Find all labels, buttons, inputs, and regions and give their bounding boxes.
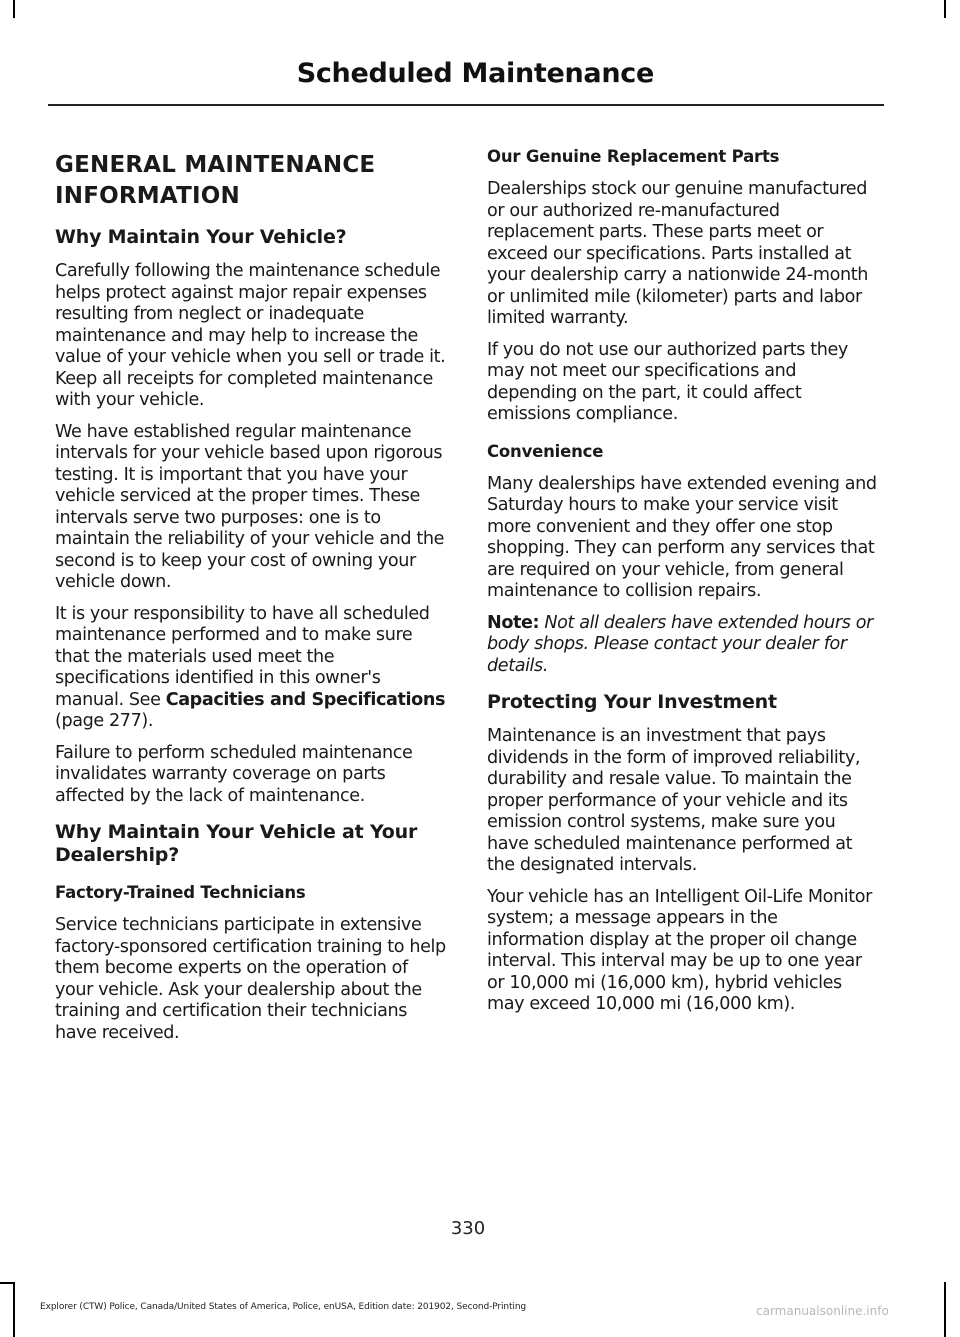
left-column	[55, 140, 447, 1054]
paragraph: Service technicians participate in extensive factory-sponsored certification training to help them become experts on the operation of your vehicle. Ask your dealership about the training and certification their technicians have received.	[55, 915, 446, 1043]
crop-mark-top-right	[944, 0, 946, 18]
section-heading-line-1: GENERAL MAINTENANCE	[55, 152, 376, 178]
crop-mark-top-left	[13, 0, 15, 18]
paragraph	[55, 604, 447, 733]
paragraph: Many dealerships have extended evening and Saturday hours to make your service visit more convenient and they offer one stop shopping. They can perform any services that are required on your vehicle, from general maintenance to collision repairs.	[487, 473, 877, 601]
page-header-title: Scheduled Maintenance	[296, 58, 654, 89]
paragraph: Failure to perform scheduled maintenance invalidates warranty coverage on parts affected by the lack of maintenance.	[55, 742, 413, 806]
header-divider	[48, 104, 884, 106]
subheading-dealership: Why Maintain Your Vehicle at Your Dealership?	[55, 821, 418, 866]
paragraph: We have established regular maintenance intervals for your vehicle based upon rigorous testing. It is important that you have your vehicle serviced at the proper times. These intervals serve two purposes: one is to maintain the reliability of your vehicle and the second is to keep your cost of owning your vehicle down.	[55, 421, 445, 592]
paragraph: Maintenance is an investment that pays dividends in the form of improved reliability, durability and resale value. To maintain the proper performance of your vehicle and its emission control systems, make sure you have scheduled maintenance performed at the designated intervals.	[487, 726, 861, 875]
subheading-protecting-investment: Protecting Your Investment	[487, 691, 777, 713]
note-text: Not all dealers have extended hours or body shops. Please contact your dealer for details.	[487, 612, 873, 676]
paragraph-text: It is your responsibility to have all scheduled maintenance performed and to make sure that the materials used meet the specifications identified in this owner's manual. See	[55, 603, 430, 710]
watermark: carmanualsonline.info	[756, 1304, 889, 1318]
subheading-genuine-parts: Our Genuine Replacement Parts	[487, 147, 780, 166]
paragraph: If you do not use our authorized parts they may not meet our specifications and depending on the part, it could affect emissions compliance.	[487, 339, 848, 424]
footer-edition-info: Explorer (CTW) Police, Canada/United States of America, Police, enUSA, Edition date: 201902, Second-Printing	[40, 1302, 527, 1312]
crop-mark-bottom-left-h	[0, 1282, 15, 1284]
cross-reference-link[interactable]: Capacities and Specifications	[165, 689, 446, 710]
crop-mark-bottom-right	[944, 1282, 946, 1337]
crop-mark-bottom-left	[13, 1282, 15, 1337]
page-number: 330	[450, 1218, 486, 1239]
paragraph: Carefully following the maintenance schedule helps protect against major repair expenses resulting from neglect or inadequate maintenance and may help to increase the value of your vehicle when you sell or trade it. Keep all receipts for completed maintenance with your vehicle.	[55, 261, 446, 410]
page-reference: (page 277).	[55, 711, 154, 731]
subheading-factory-trained: Factory-Trained Technicians	[55, 883, 306, 902]
right-column	[487, 147, 879, 1026]
section-heading	[55, 150, 447, 212]
section-heading-line-2: INFORMATION	[55, 183, 240, 209]
paragraph: Your vehicle has an Intelligent Oil-Life Monitor system; a message appears in the information display at the proper oil change interval. This interval may be up to one year or 10,000 mi (16,000 km), hybrid vehicles may exceed 10,000 mi (16,000 km).	[487, 886, 872, 1014]
note	[487, 613, 879, 678]
subheading-why-maintain: Why Maintain Your Vehicle?	[55, 226, 347, 248]
paragraph: Dealerships stock our genuine manufactured or our authorized re-manufactured replacement parts. These parts meet or exceed our specifications. Parts installed at your dealership carry a nationwide 24-month or unlimited mile (kilometer) parts and labor limited warranty.	[487, 179, 868, 328]
subheading-convenience: Convenience	[487, 441, 604, 461]
note-label: Note:	[487, 612, 540, 633]
